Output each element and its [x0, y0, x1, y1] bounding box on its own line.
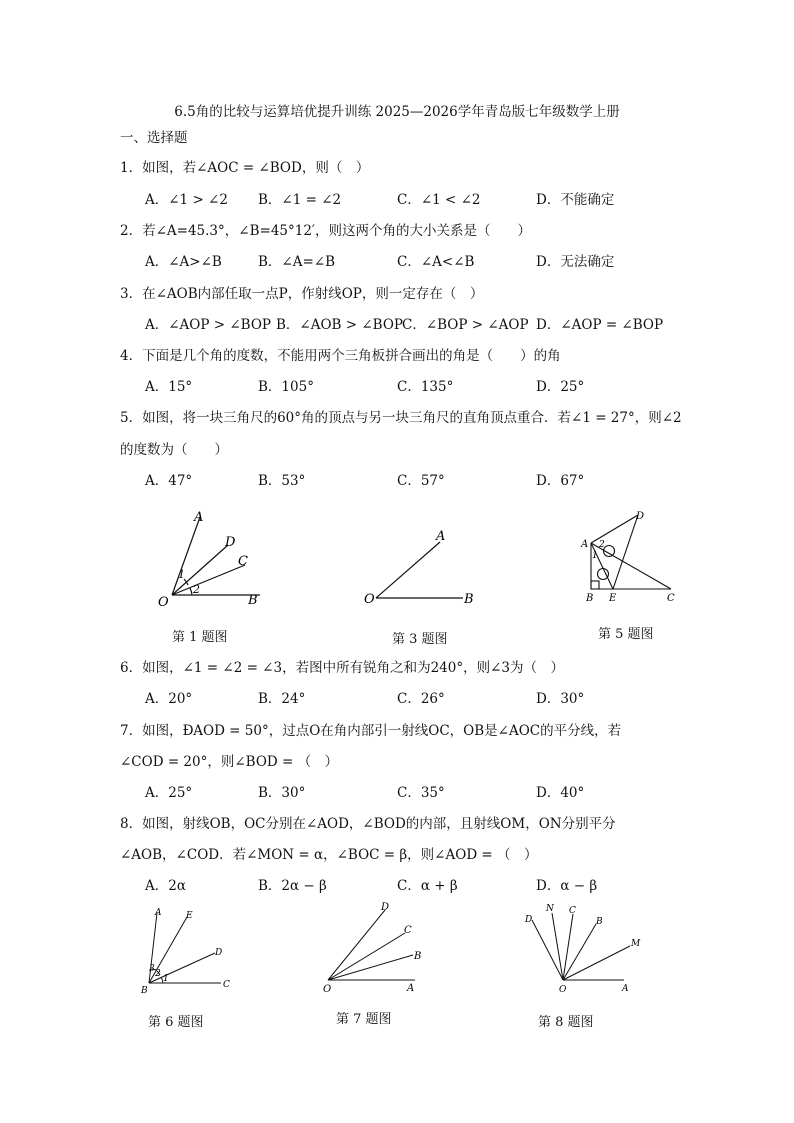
label-angle-2: 2 — [193, 583, 200, 596]
label-a: A — [436, 529, 446, 544]
option-a[interactable]: A．2α — [145, 878, 186, 894]
option-b[interactable]: B．∠A=∠B — [258, 254, 336, 270]
option-c[interactable]: C．35° — [397, 785, 445, 801]
label-o: O — [559, 985, 567, 995]
option-b[interactable]: B．∠1 = ∠2 — [258, 192, 342, 208]
figure-5-caption: 第 5 题图 — [598, 627, 654, 642]
option-a[interactable]: A．25° — [145, 785, 193, 801]
option-c[interactable]: C．∠A<∠B — [397, 254, 475, 270]
label-b: B — [414, 951, 422, 962]
figure-6 — [135, 903, 245, 998]
option-b[interactable]: B．105° — [258, 379, 314, 395]
label-a: A — [155, 908, 162, 918]
option-c[interactable]: C．135° — [397, 379, 454, 395]
option-d[interactable]: D．30° — [536, 691, 585, 707]
question-5-stem: 5．如图，将一块三角尺的60°角的顶点与另一块三角尺的直角顶点重合．若∠1 = 27°，则∠2 — [120, 410, 682, 426]
label-d: D — [525, 915, 533, 925]
figure-3 — [360, 520, 490, 610]
option-b[interactable]: B．2α − β — [258, 878, 327, 894]
label-c: C — [667, 593, 675, 604]
question-2-options — [0, 250, 794, 270]
option-d[interactable]: D．67° — [536, 473, 585, 489]
question-7-options — [0, 781, 794, 801]
option-a[interactable]: A．∠AOP > ∠BOP — [145, 317, 271, 333]
figure-7 — [315, 898, 435, 998]
figure-1 — [150, 505, 280, 610]
label-a: A — [622, 984, 629, 994]
question-3-stem: 3．在∠AOB内部任取一点P，作射线OP，则一定存在（ ） — [120, 286, 484, 302]
figure-8-caption: 第 8 题图 — [538, 1015, 594, 1030]
option-c[interactable]: C．∠BOP > ∠AOP — [402, 317, 529, 333]
question-1-stem: 1．如图，若∠AOC = ∠BOD，则（ ） — [120, 160, 370, 176]
option-d[interactable]: D．25° — [536, 379, 585, 395]
question-8-stem-cont: ∠AOB，∠COD．若∠MON = α，∠BOC = β，则∠AOD = （ ） — [120, 847, 538, 863]
page-title: 6.5角的比较与运算培优提升训练 2025—2026学年青岛版七年级数学上册 — [174, 104, 620, 120]
label-d: D — [636, 511, 645, 522]
question-6-stem: 6．如图，∠1 = ∠2 = ∠3，若图中所有锐角之和为240°，则∠3为（ ） — [120, 660, 564, 676]
option-c[interactable]: C．26° — [397, 691, 445, 707]
label-o: O — [323, 984, 332, 995]
label-d: D — [381, 902, 390, 913]
option-b[interactable]: B．53° — [258, 473, 306, 489]
option-b[interactable]: B．30° — [258, 785, 306, 801]
option-a[interactable]: A．∠A>∠B — [145, 254, 222, 270]
label-c: C — [569, 906, 576, 916]
option-a[interactable]: A．20° — [145, 691, 193, 707]
label-c: C — [238, 554, 248, 569]
label-b: B — [248, 593, 258, 608]
label-b: B — [586, 593, 594, 604]
label-a: A — [581, 539, 589, 550]
figure-1-caption: 第 1 题图 — [172, 630, 228, 645]
option-a[interactable]: A．15° — [145, 379, 193, 395]
label-a: A — [194, 510, 204, 525]
label-a: A — [407, 983, 415, 994]
figure-8 — [518, 898, 648, 998]
option-d[interactable]: D．∠AOP = ∠BOP — [536, 317, 664, 333]
option-d[interactable]: D．α − β — [536, 878, 598, 894]
figure-7-caption: 第 7 题图 — [336, 1012, 392, 1027]
label-e: E — [609, 593, 617, 604]
label-c: C — [404, 925, 412, 936]
label-angle-1: 1 — [163, 974, 169, 984]
label-o: O — [158, 595, 169, 610]
label-e: E — [186, 911, 193, 921]
label-c: C — [223, 980, 230, 990]
option-d[interactable]: D．40° — [536, 785, 585, 801]
label-angle-2: 2 — [599, 540, 605, 550]
question-5-options — [0, 469, 794, 489]
figure-6-caption: 第 6 题图 — [148, 1015, 204, 1030]
option-b[interactable]: B．∠AOB > ∠BOP — [276, 317, 403, 333]
question-6-options — [0, 687, 794, 707]
question-3-options — [0, 313, 794, 333]
question-7-stem-cont: ∠COD = 20°，则∠BOD = （ ） — [120, 754, 339, 770]
option-c[interactable]: C．57° — [397, 473, 445, 489]
label-d: D — [215, 948, 223, 958]
option-d[interactable]: D．不能确定 — [536, 192, 615, 208]
question-1-options — [0, 188, 794, 208]
label-angle-1: 1 — [592, 551, 598, 561]
label-b: B — [141, 986, 148, 996]
figure-5 — [578, 505, 688, 605]
label-d: D — [225, 535, 236, 550]
label-b: B — [596, 917, 603, 927]
question-4-stem: 4．下面是几个角的度数，不能用两个三角板拼合画出的角是（ ）的角 — [120, 348, 561, 364]
question-2-stem: 2．若∠A=45.3°，∠B=45°12′，则这两个角的大小关系是（ ） — [120, 223, 531, 239]
label-m: M — [631, 939, 641, 949]
option-c[interactable]: C．α + β — [397, 878, 458, 894]
label-angle-1: 1 — [178, 568, 185, 581]
option-d[interactable]: D．无法确定 — [536, 254, 615, 270]
option-a[interactable]: A．∠1 > ∠2 — [145, 192, 228, 208]
label-b: B — [464, 592, 474, 607]
option-c[interactable]: C．∠1 < ∠2 — [397, 192, 481, 208]
label-angle-3: 3 — [149, 964, 155, 974]
question-7-stem: 7．如图，ÐAOD = 50°，过点O在角内部引一射线OC，OB是∠AOC的平分线，若 — [120, 723, 622, 739]
question-8-stem: 8．如图，射线OB，OC分别在∠AOD，∠BOD的内部，且射线OM，ON分别平分 — [120, 816, 616, 832]
option-a[interactable]: A．47° — [145, 473, 193, 489]
label-n: N — [546, 904, 554, 914]
option-b[interactable]: B．24° — [258, 691, 306, 707]
figure-3-caption: 第 3 题图 — [392, 632, 448, 647]
section-heading: 一、选择题 — [120, 130, 188, 146]
label-angle-2: 2 — [155, 969, 161, 979]
question-8-options — [0, 874, 794, 894]
question-5-stem-cont: 的度数为（ ） — [120, 442, 228, 458]
label-o: O — [364, 592, 375, 607]
question-4-options — [0, 375, 794, 395]
